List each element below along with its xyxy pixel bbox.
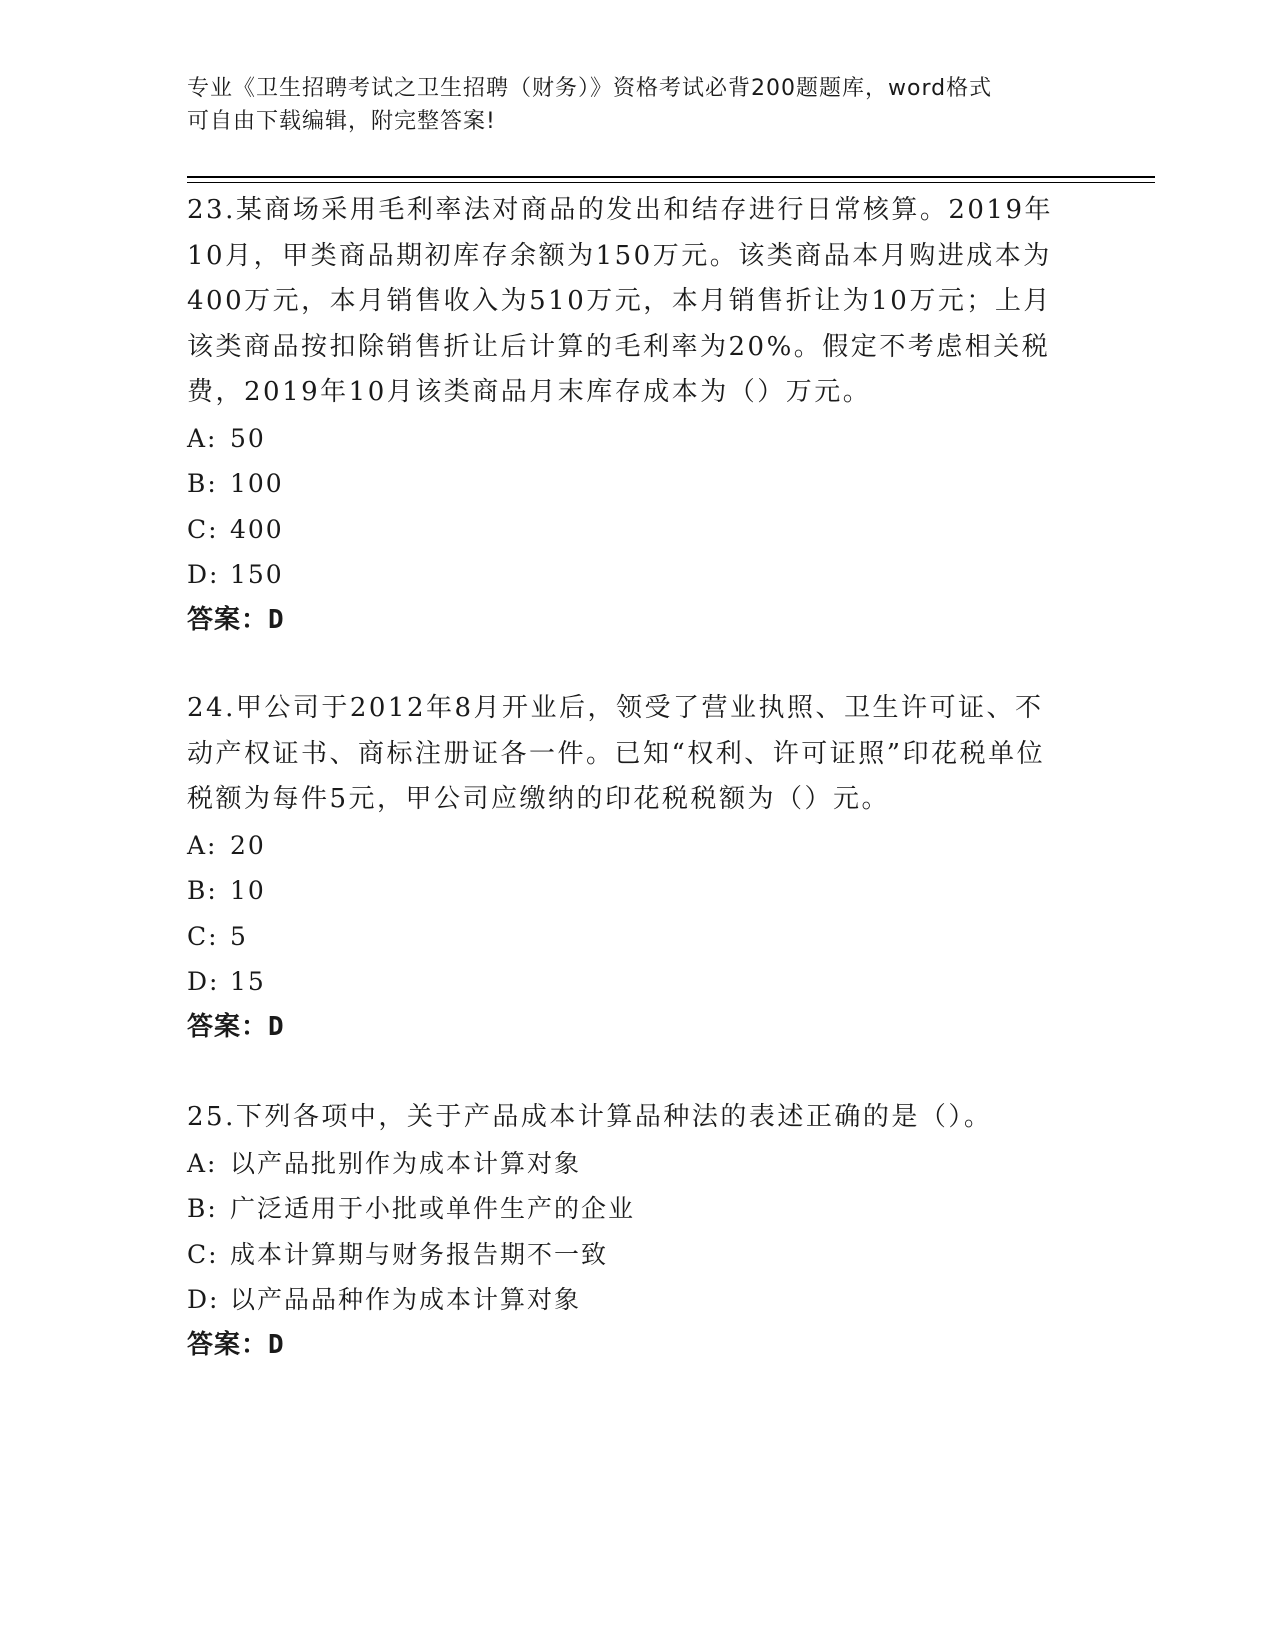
- question-23: [187, 188, 1067, 643]
- option-letter: A:: [187, 1148, 218, 1178]
- option-letter: C:: [187, 514, 219, 544]
- question-stem: 25.下列各项中，关于产品成本计算品种法的表述正确的是（）。: [187, 1102, 993, 1132]
- option-text: 10: [230, 876, 266, 905]
- option-d: [187, 1277, 1067, 1323]
- option-text: 成本计算期与财务报告期不一致: [230, 1239, 609, 1269]
- question-stem: 24.甲公司于2012年8月开业后，领受了营业执照、卫生许可证、不动产权证书、商标注册证各一件。已知“权利、许可证照”印花税单位税额为每件5元，甲公司应缴纳的印花税税额为（）元。: [187, 693, 1046, 814]
- header-line-1: 专业《卫生招聘考试之卫生招聘（财务）》资格考试必背200题题库，word格式: [187, 76, 993, 101]
- option-letter: D:: [187, 1285, 220, 1314]
- question-25: [187, 1095, 1067, 1368]
- option-text: 150: [230, 560, 284, 589]
- option-text: 广泛适用于小批或单件生产的企业: [230, 1194, 636, 1223]
- option-c: [187, 1232, 1067, 1278]
- answer-value: D: [268, 1329, 284, 1360]
- document-header: [187, 72, 1087, 138]
- option-c: [187, 507, 1067, 553]
- option-letter: A:: [187, 423, 218, 453]
- option-b: [187, 1186, 1067, 1232]
- option-b: [187, 461, 1067, 507]
- answer-line: [187, 1005, 1067, 1051]
- option-letter: D:: [187, 967, 220, 996]
- option-b: [187, 868, 1067, 914]
- option-text: 100: [230, 469, 284, 498]
- option-c: [187, 914, 1067, 960]
- option-letter: B:: [187, 876, 218, 905]
- answer-value: D: [268, 1011, 284, 1042]
- answer-label: 答案：: [187, 1011, 269, 1042]
- option-d: [187, 959, 1067, 1005]
- answer-line: [187, 598, 1067, 644]
- question-24: [187, 686, 1067, 1050]
- answer-label: 答案：: [187, 1329, 269, 1360]
- answer-value: D: [268, 604, 284, 635]
- answer-label: 答案：: [187, 604, 269, 635]
- header-divider-thin: [187, 182, 1155, 183]
- question-stem: 23.某商场采用毛利率法对商品的发出和结存进行日常核算。2019年10月，甲类商品期初库存余额为150万元。该类商品本月购进成本为400万元，本月销售收入为510万元，本月销售折让为10万元；上月该类商品按扣除销售折让后计算的毛利率为20%。假定不考虑相关税费，2019年10月该类商品月末库存成本为（）万元。: [187, 195, 1054, 407]
- answer-line: [187, 1323, 1067, 1369]
- option-text: 以产品品种作为成本计算对象: [230, 1285, 582, 1314]
- option-a: [187, 823, 1067, 869]
- option-letter: B:: [187, 1194, 218, 1223]
- option-letter: D:: [187, 560, 220, 589]
- option-text: 400: [230, 514, 284, 544]
- option-text: 50: [230, 423, 266, 453]
- option-letter: A:: [187, 830, 218, 860]
- option-letter: C:: [187, 921, 219, 951]
- option-a: [187, 1141, 1067, 1187]
- option-a: [187, 416, 1067, 462]
- header-divider-thick: [187, 176, 1155, 178]
- option-text: 以产品批别作为成本计算对象: [230, 1148, 582, 1178]
- option-text: 15: [230, 967, 266, 996]
- option-d: [187, 552, 1067, 598]
- option-letter: C:: [187, 1239, 219, 1269]
- option-letter: B:: [187, 469, 218, 498]
- header-line-2: 可自由下载编辑，附完整答案!: [187, 109, 496, 134]
- option-text: 20: [230, 830, 266, 860]
- option-text: 5: [230, 921, 248, 951]
